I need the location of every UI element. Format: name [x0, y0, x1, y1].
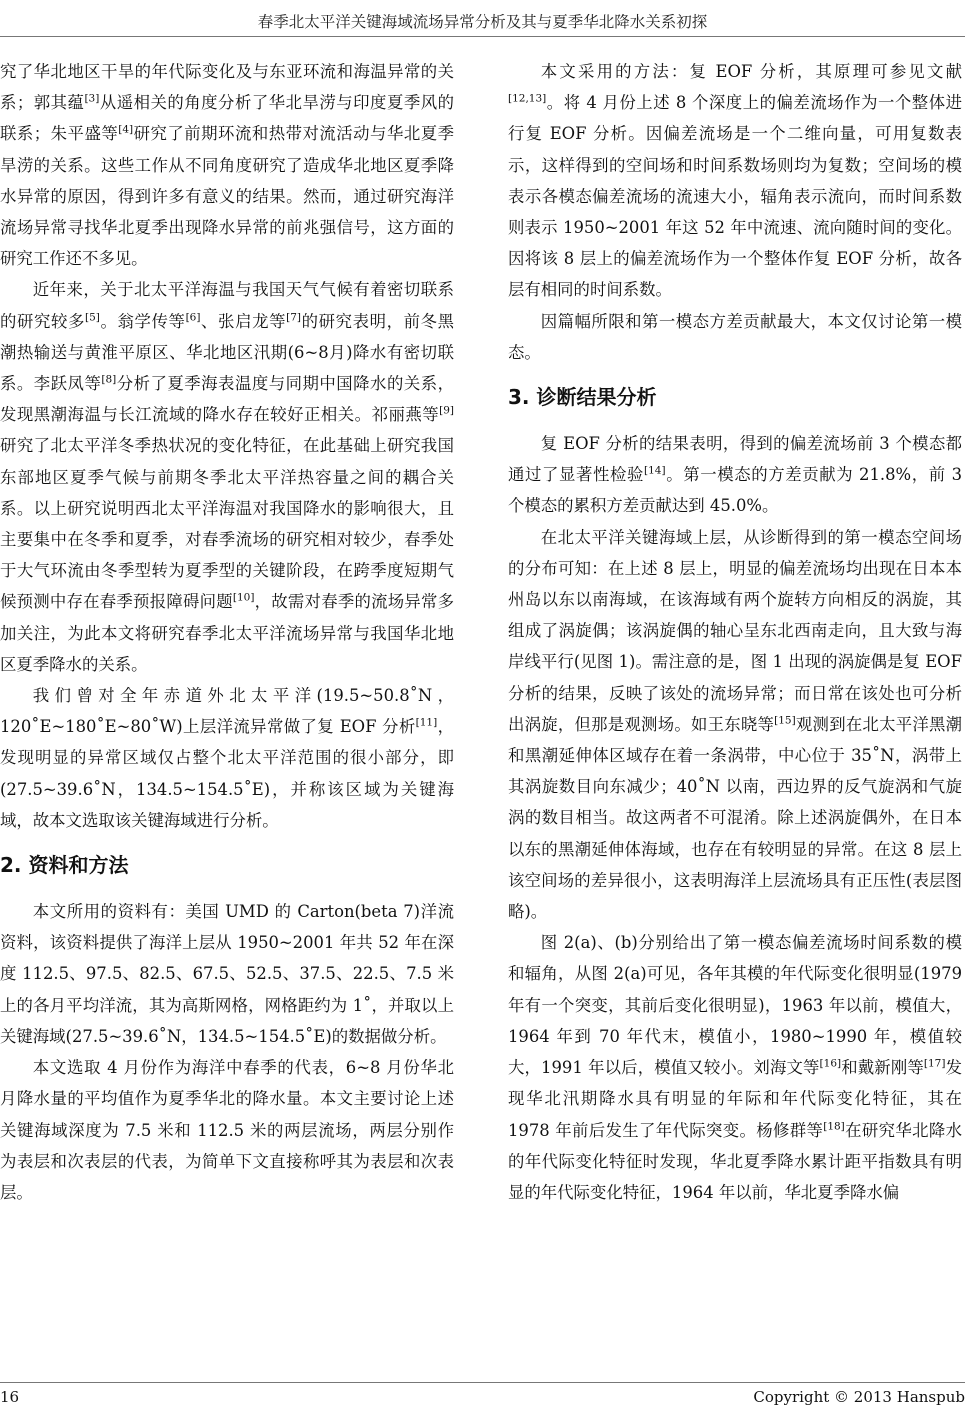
- citation[interactable]: [8]: [101, 373, 117, 386]
- citation[interactable]: [9]: [439, 404, 454, 417]
- right-column: [508, 56, 962, 1208]
- right-paragraph-3: 复 EOF 分析的结果表明，得到的偏差流场前 3 个模态都通过了显著性检验[14]。第一模态的方差贡献为 21.8%，前 3 个模态的累积方差贡献达到 45.0%。: [508, 434, 963, 516]
- footer-rule: [0, 1382, 965, 1383]
- left-paragraph-3: 我们曾对全年赤道外北太平洋(19.5~50.8˚N，120˚E~180˚E~80˚W)上层洋流异常做了复 EOF 分析[11]，发现明显的异常区域仅占整个北太平洋范围的很小部分，即(27.5~39.6˚N，134.5~154.5˚E)，并称该区域为关键海域，故本文选取该关键海域进行分析。: [0, 686, 454, 830]
- copyright-notice: Copyright © 2013 Hanspub: [753, 1388, 965, 1406]
- left-paragraph-4: 本文所用的资料有：美国 UMD 的 Carton(beta 7)洋流资料，该资料提供了海洋上层从 1950~2001 年共 52 年在深度 112.5、97.5、82.5、67.5、52.5、37.5、22.5、7.5 米上的各月平均洋流，其为高斯网格，网格距约为 1˚，并取以上关键海域(27.5~39.6˚N，134.5~154.5˚E)的数据做分析。: [0, 902, 454, 1046]
- right-paragraph-5: 图 2(a)、(b)分别给出了第一模态偏差流场时间系数的模和辐角，从图 2(a)可见，各年其模的年代际变化很明显(1979 年有一个突变，其前后变化很明显)，1963 年以前，模值大，1964 年到 70 年代末，模值小，1980~1990 年，模值较大，1991 年以后，模值又较小。刘海文等[16]和戴新刚等[17]发现华北汛期降水具有明显的年际和年代际变化特征，其在 1978 年前后发生了年代际突变。杨修群等[18]在研究华北降水的年代际变化特征时发现，华北夏季降水累计距平指数具有明显的年代际变化特征，1964 年以前，华北夏季降水偏: [508, 933, 962, 1202]
- citation[interactable]: [6]: [185, 311, 201, 324]
- citation[interactable]: [16]: [819, 1057, 842, 1070]
- section-heading-3: 3. 诊断结果分析: [508, 385, 657, 410]
- right-paragraph-1: 本文采用的方法：复 EOF 分析，其原理可参见文献[12,13]。将 4 月份上述 8 个深度上的偏差流场作为一个整体进行复 EOF 分析。因偏差流场是一个二维向量，可用复数表示，这样得到的空间场和时间系数场则均为复数；空间场的模表示各模态偏差流场的流速大小，辐角表示流向，而时间系数则表示 1950~2001 年这 52 年中流速、流向随时间的变化。因将该 8 层上的偏差流场作为一个整体作复 EOF 分析，故各层有相同的时间系数。: [508, 62, 962, 300]
- left-paragraph-5: 本文选取 4 月份作为海洋中春季的代表，6~8 月份华北月降水量的平均值作为夏季华北的降水量。本文主要讨论上述关键海域深度为 7.5 米和 112.5 米的两层流场，两层分别作为表层和次表层的代表，为简单下文直接称呼其为表层和次表层。: [0, 1058, 454, 1202]
- page-number: 16: [0, 1388, 20, 1406]
- citation[interactable]: [18]: [823, 1120, 845, 1133]
- citation[interactable]: [17]: [923, 1057, 946, 1070]
- citation[interactable]: [11]: [415, 716, 438, 729]
- left-paragraph-2: 近年来，关于北太平洋海温与我国天气气候有着密切联系的研究较多[5]。翁学传等[6]、张启龙等[7]的研究表明，前冬黑潮热输送与黄淮平原区、华北地区汛期(6~8月)降水有密切联系。李跃凤等[8]分析了夏季海表温度与同期中国降水的关系，发现黑潮海温与长江流域的降水存在较好正相关。祁丽燕等[9]研究了北太平洋冬季热状况的变化特征，在此基础上研究我国东部地区夏季气候与前期冬季北太平洋热容量之间的耦合关系。以上研究说明西北太平洋海温对我国降水的影响很大，且主要集中在冬季和夏季，对春季流场的研究相对较少，春季处于大气环流由冬季型转为夏季型的关键阶段，在跨季度短期气候预测中存在春季预报障碍问题[10]，故需对春季的流场异常多加关注，为此本文将研究春季北太平洋流场异常与我国华北地区夏季降水的关系。: [0, 280, 455, 674]
- citation[interactable]: [5]: [85, 311, 100, 324]
- citation[interactable]: [3]: [84, 92, 100, 105]
- right-paragraph-2: 因篇幅所限和第一模态方差贡献最大，本文仅讨论第一模态。: [508, 311, 962, 362]
- left-paragraph-1: 究了华北地区干旱的年代际变化及与东亚环流和海温异常的关系；郭其蕴[3]从遥相关的角度分析了华北旱涝与印度夏季风的联系；朱平盛等[4]研究了前期环流和热带对流活动与华北夏季旱涝的关系。这些工作从不同角度研究了造成华北地区夏季降水异常的原因，得到许多有意义的结果。然而，通过研究海洋流场异常寻找华北夏季出现降水异常的前兆强信号，这方面的研究工作还不多见。: [0, 62, 455, 269]
- citation[interactable]: [15]: [774, 714, 796, 727]
- header-rule: [0, 36, 965, 37]
- left-column: [0, 56, 454, 1208]
- citation[interactable]: [12,13]: [508, 92, 547, 105]
- citation[interactable]: [7]: [286, 311, 301, 324]
- right-paragraph-4: 在北太平洋关键海域上层，从诊断得到的第一模态空间场的分布可知：在上述 8 层上，明显的偏差流场均出现在日本本州岛以东以南海域，在该海域有两个旋转方向相反的涡旋，其组成了涡旋偶；该涡旋偶的轴心呈东北西南走向，且大致与海岸线平行(见图 1)。需注意的是，图 1 出现的涡旋偶是复 EOF 分析的结果，反映了该处的流场异常；而日常在该处也可分析出涡旋，但那是观测场。如王东晓等[15]观测到在北太平洋黑潮和黑潮延伸体区域存在着一条涡带，中心位于 35˚N，涡带上其涡旋数目向东减少；40˚N 以南，西边界的反气旋涡和气旋涡的数目相当。故这两者不可混淆。除上述涡旋偶外，在日本以东的黑潮延伸体海域，也存在有较明显的异常。在这 8 层上该空间场的差异很小，这表明海洋上层流场具有正压性(表层图略)。: [508, 527, 963, 922]
- citation[interactable]: [14]: [644, 464, 666, 477]
- running-head: 春季北太平洋关键海域流场异常分析及其与夏季华北降水关系初探: [257, 13, 708, 31]
- citation[interactable]: [10]: [232, 591, 255, 604]
- section-heading-2: 2. 资料和方法: [0, 853, 129, 878]
- citation[interactable]: [4]: [118, 123, 134, 136]
